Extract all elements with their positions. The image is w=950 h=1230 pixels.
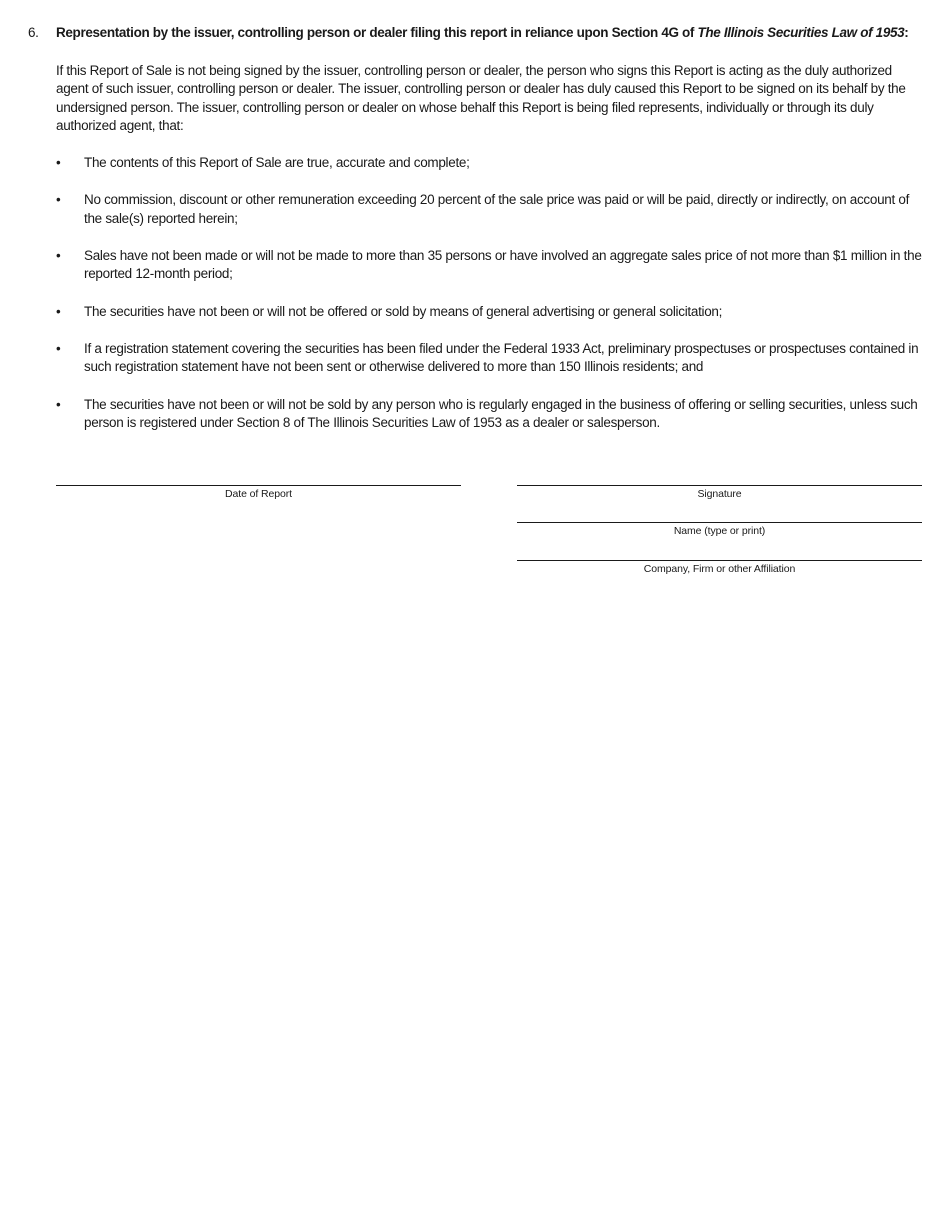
- list-item: [56, 247, 922, 284]
- heading-law-title: The Illinois Securities Law of 1953: [697, 25, 905, 40]
- bullet-icon: •: [56, 248, 61, 264]
- section-heading: [56, 24, 922, 42]
- bullet-icon: •: [56, 303, 61, 319]
- section-number: 6.: [28, 25, 39, 40]
- section-6: [28, 24, 922, 451]
- signature-field[interactable]: [517, 485, 922, 501]
- list-item: [56, 303, 922, 321]
- list-item: [56, 191, 922, 228]
- representation-text: Sales have not been made or will not be made to more than 35 persons or have involved an aggregate sales price of not more than $1 million in the reported 12-month period;: [84, 248, 922, 282]
- signature-label: Signature: [697, 488, 742, 500]
- representation-text: If a registration statement covering the securities has been filed under the Federal 1933 Act, preliminary prospectuses or prospectuses contained in such registration statement have not been sent or otherwise delivered to more than 150 Illinois residents; and: [84, 340, 919, 375]
- list-item: [56, 396, 922, 433]
- section-heading-row: [28, 24, 922, 42]
- heading-colon: :: [904, 25, 909, 40]
- name-field[interactable]: [517, 522, 922, 538]
- list-item: [56, 340, 922, 377]
- bullet-icon: •: [56, 340, 61, 356]
- company-field[interactable]: [517, 560, 922, 576]
- intro-paragraph: If this Report of Sale is not being signed by the issuer, controlling person or dealer, the person who signs this Report is acting as the duly authorized agent of such issuer, controlling person or dealer. The issuer, controlling person or dealer has duly caused this Report to be signed on its behalf by the undersigned person. The issuer, controlling person or dealer on whose behalf this Report is being filed represents, individually or through its duly authorized agent, that:: [56, 63, 906, 133]
- name-label: Name (type or print): [673, 525, 766, 537]
- representation-text: The securities have not been or will not be offered or sold by means of general advertising or general solicitation;: [84, 303, 723, 319]
- date-of-report-label: Date of Report: [225, 488, 292, 500]
- bullet-icon: •: [56, 192, 61, 208]
- list-item: [56, 154, 922, 172]
- heading-text: Representation by the issuer, controlling person or dealer filing this report in reliance upon Section 4G of: [56, 25, 698, 40]
- representation-text: The securities have not been or will not be sold by any person who is regularly engaged in the business of offering or selling securities, unless such person is registered under Section 8 of The Illinois Securities Law of 1953 as a dealer or salesperson.: [84, 396, 918, 430]
- bullet-icon: •: [56, 155, 61, 171]
- representations-list: [56, 154, 922, 432]
- company-label: Company, Firm or other Affiliation: [643, 563, 796, 575]
- representation-text: The contents of this Report of Sale are true, accurate and complete;: [84, 155, 470, 171]
- date-of-report-field[interactable]: [56, 485, 461, 501]
- representation-text: No commission, discount or other remuneration exceeding 20 percent of the sale price was paid or will be paid, directly or indirectly, on account of the sale(s) reported herein;: [84, 192, 910, 226]
- bullet-icon: •: [56, 396, 61, 412]
